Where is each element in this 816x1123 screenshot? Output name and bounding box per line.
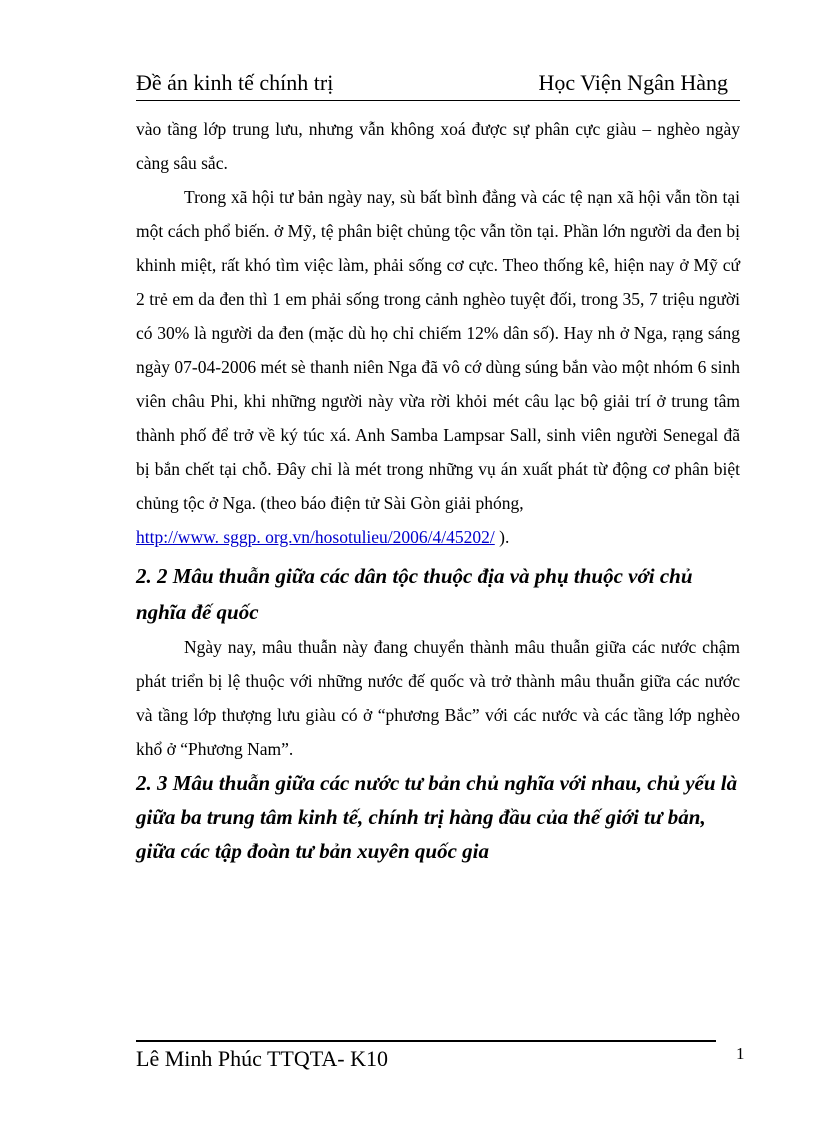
footer-rule xyxy=(136,1040,716,1042)
page-number: 1 xyxy=(736,1044,745,1063)
paragraph-colonial-contradiction: Ngày nay, mâu thuẫn này đang chuyển thành mâu thuẫn giữa các nước chậm phát triển bị lệ thuộc với những nước đế quốc và trở thành mâu thuẫn giữa các nước và tầng lớp thượng lưu giàu có ở “phương Bắc” với các nước và các tầng lớp nghèo khổ ở “Phương Nam”. xyxy=(136,637,740,759)
header-document-title: Đề án kinh tế chính trị xyxy=(136,70,334,95)
source-link-line xyxy=(136,520,740,554)
section-heading-2-2: 2. 2 Mâu thuẫn giữa các dân tộc thuộc địa và phụ thuộc với chủ nghĩa đế quốc xyxy=(136,564,693,624)
source-link-suffix: ). xyxy=(494,527,510,547)
section-heading-2-3: 2. 3 Mâu thuẫn giữa các nước tư bản chủ nghĩa với nhau, chủ yếu là giữa ba trung tâm kinh tế, chính trị hàng đầu của thế giới tư bản, giữa các tập đoàn tư bản xuyên quốc gia xyxy=(136,771,738,863)
header-institution: Học Viện Ngân Hàng xyxy=(538,70,728,95)
paragraph-social-inequality: Trong xã hội tư bản ngày nay, sù bất bình đẳng và các tệ nạn xã hội vẫn tồn tại một cách phổ biến. ở Mỹ, tệ phân biệt chủng tộc vẫn tồn tại. Phần lớn người da đen bị khinh miệt, rất khó tìm việc làm, phải sống cơ cực. Theo thống kê, hiện nay ở Mỹ cứ 2 trẻ em da đen thì 1 em phải sống trong cảnh nghèo tuyệt đối, trong 35, 7 triệu người có 30% là người da đen (mặc dù họ chỉ chiếm 12% dân số). Hay nh ở Nga, rạng sáng ngày 07-04-2006 mét sè thanh niên Nga đã vô cớ dùng súng bắn vào một nhóm 6 sinh viên châu Phi, khi những người này vừa rời khỏi mét câu lạc bộ giải trí ở trung tâm thành phố để trở về ký túc xá. Anh Samba Lampsar Sall, sinh viên người Senegal đã bị bắn chết tại chỗ. Đây chỉ là mét trong những vụ án xuất phát từ động cơ phân biệt chủng tộc ở Nga. (theo báo điện tử Sài Gòn giải phóng, xyxy=(136,187,740,513)
document-body xyxy=(136,112,740,868)
paragraph-continuation: vào tầng lớp trung lưu, nhưng vẫn không xoá được sự phân cực giàu – nghèo ngày càng sâu sắc. xyxy=(136,119,740,173)
header-rule xyxy=(136,100,740,101)
source-link[interactable]: http://www. sggp. org.vn/hosotulieu/2006/4/45202/ xyxy=(136,527,495,547)
footer-author: Lê Minh Phúc TTQTA- K10 xyxy=(136,1046,389,1071)
page-header xyxy=(136,70,736,100)
